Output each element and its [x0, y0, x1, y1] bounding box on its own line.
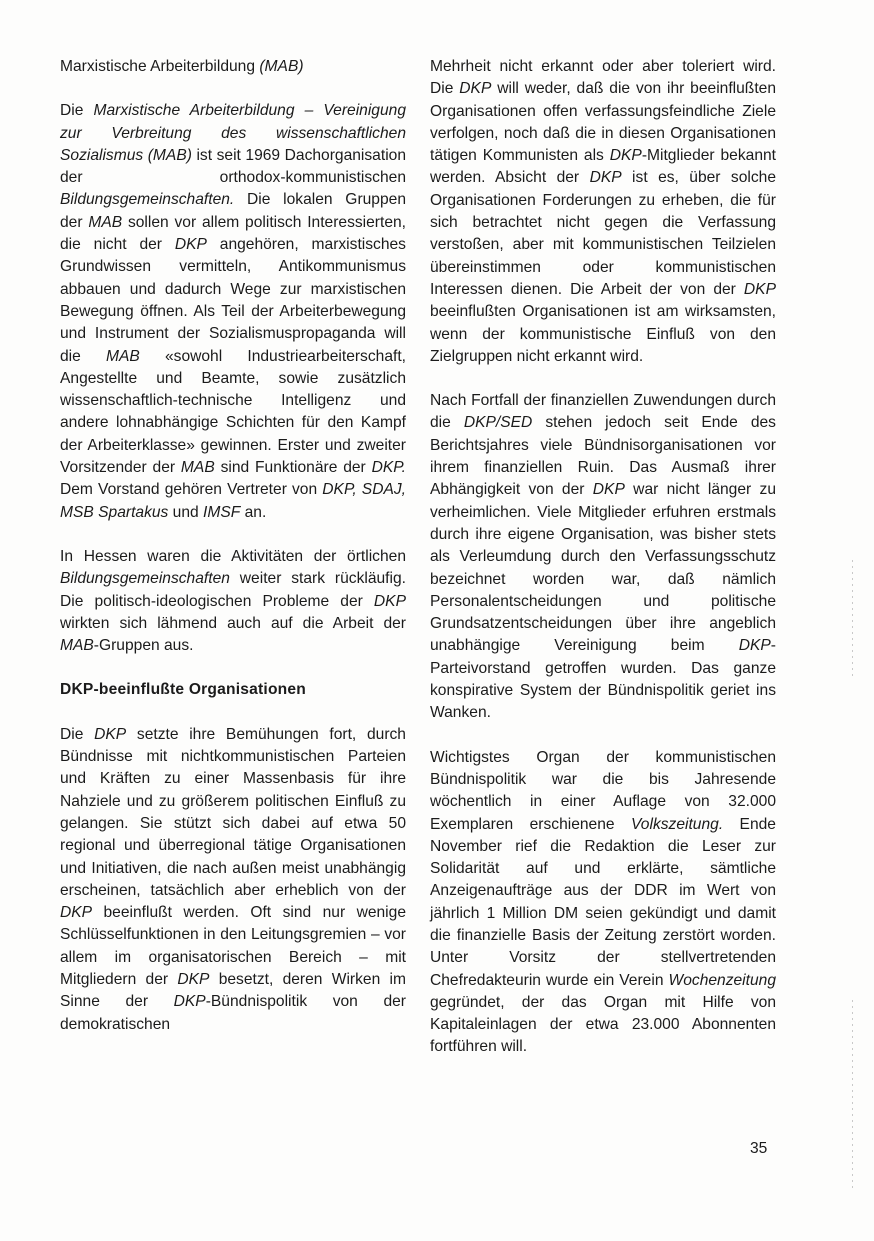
paragraph-volkszeitung: Wichtigstes Organ der kommunistischen Bündnispolitik war die bis Jahresende wöchentlich in einer Auflage von 32.000 Exemplaren erschienene Volkszeitung. Ende November rief die Redaktion die Leser zur Solidarität auf und erklärte, sämtliche Anzeigenaufträge aus der DDR im Wert von jährlich 1 Million DM seien gekündigt und damit die finanzielle Basis der Zeitung zerstört worden. Unter Vorsitz der stellvertretenden Chefredakteurin wurde ein Verein Wochenzeitung gegründet, der das Organ mit Hilfe von Kapitaleinlagen der etwa 23.000 Abonnenten fortführen will. — [430, 748, 776, 1056]
section-heading-dkp-organisations: DKP-beeinflußte Organisationen — [60, 681, 306, 699]
mab-heading-abbr: (MAB) — [259, 58, 304, 75]
paragraph-hessen: In Hessen waren die Aktivitäten der örtlichen Bildungsgemeinschaften weiter stark rückläufig. Die politisch-ideologischen Probleme der DKP wirkten sich lähmend auch auf die Arbeit der MAB-Gruppen aus. — [60, 547, 406, 655]
left-column — [60, 56, 406, 1058]
paragraph-majority: Mehrheit nicht erkannt oder aber toleriert wird. Die DKP will weder, daß die von ihr beeinflußten Organisationen offen verfassungsfeindliche Ziele verfolgen, noch daß die in diesen Organisationen tätigen Kommunisten als DKP-Mitglieder bekannt werden. Absicht der DKP ist es, über solche Organisationen Forderungen zu erheben, die für sich betrachtet nicht gegen die Verfassung verstoßen, aber mit kommunistischen Teilzielen übereinstimmen oder kommunistischen Interessen dienen. Die Arbeit der von der DKP beeinflußten Organisationen ist am wirksamsten, wenn der kommunistische Einfluß von den Zielgruppen nicht erkannt wird. — [430, 58, 777, 365]
right-column — [430, 56, 776, 1081]
mab-heading — [60, 56, 406, 78]
page-number: 35 — [750, 1140, 768, 1157]
scan-edge-mark — [852, 1000, 853, 1190]
mab-heading-text: Marxistische Arbeiterbildung — [60, 58, 260, 75]
paragraph-financial-ruin: Nach Fortfall der finanziellen Zuwendungen durch die DKP/SED stehen jedoch seit Ende des Berichtsjahres viele Bündnisorganisationen vor ihrem finanziellen Ruin. Das Ausmaß ihrer Abhängigkeit von der DKP war nicht länger zu verheimlichen. Viele Mitglieder erfuhren erstmals durch ihre eigene Organisation, was bisher stets als Verleumdung durch den Verfassungsschutz bezeichnet worden war, daß nämlich Personalentscheidungen und politische Grundsatzentscheidungen über ihre angeblich unabhängige Vereinigung beim DKP-Parteivorstand getroffen wurden. Das ganze konspirative System der Bündnispolitik geriet ins Wanken. — [430, 392, 777, 722]
paragraph-mab-intro: Die Marxistische Arbeiterbildung – Vereinigung zur Verbreitung des wissenschaftlichen Sozialismus (MAB) ist seit 1969 Dachorganisation der orthodox-kommunistischen Bildungsgemeinschaften. Die lokalen Gruppen der MAB sollen vor allem politisch Interessierten, die nicht der DKP angehören, marxistisches Grundwissen vermitteln, Antikommunismus abbauen und dadurch Wege zur marxistischen Bewegung öffnen. Als Teil der Arbeiterbewegung und Instrument der Sozialismuspropaganda will die MAB «sowohl Industriearbeiterschaft, Angestellte und Beamte, sowie zusätzlich wissenschaftlich-technische Intelligenz und andere lohnabhängige Schichten für den Kampf der Arbeiterklasse» gewinnen. Erster und zweiter Vorsitzender der MAB sind Funktionäre der DKP. Dem Vorstand gehören Vertreter von DKP, SDAJ, MSB Spartakus und IMSF an. — [60, 102, 407, 521]
scan-edge-mark — [852, 560, 853, 680]
paragraph-dkp-alliances: Die DKP setzte ihre Bemühungen fort, durch Bündnisse mit nichtkommunistischen Parteien und Kräften zu einer Massenbasis für ihre Nahziele und zu größerem politischen Einfluß zu gelangen. Sie stützt sich dabei auf etwa 50 regional und überregional tätige Organisationen und Initiativen, die nach außen meist unabhängig erscheinen, tatsächlich aber erheblich von der DKP beeinflußt werden. Oft sind nur wenige Schlüsselfunktionen in den Leitungsgremien – vor allem im organisatorischen Bereich – mit Mitgliedern der DKP besetzt, deren Wirken im Sinne der DKP-Bündnispolitik von der demokratischen — [60, 725, 406, 1033]
